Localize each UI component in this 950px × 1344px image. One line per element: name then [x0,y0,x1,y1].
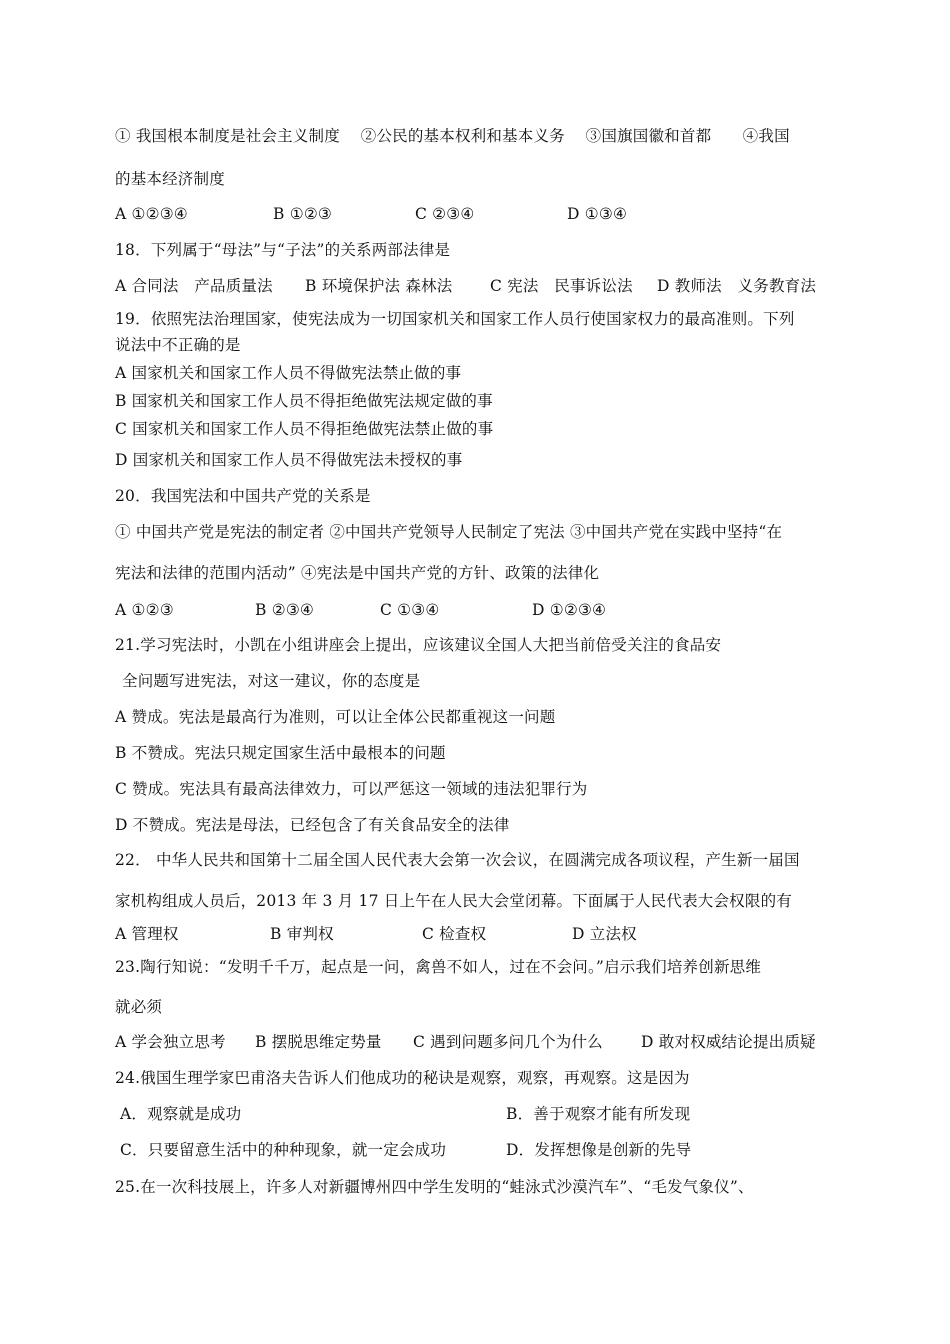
q22-option-a: A 管理权 [115,925,179,943]
q23-stem-line1: 23.陶行知说：“发明千千万，起点是一问，禽兽不如人，过在不会问。”启示我们培养创新思维 [115,958,762,976]
q23-option-a: A 学会独立思考 [115,1033,226,1051]
q17-option-a: A ①②③④ [115,205,188,223]
q19-stem-line2: 说法中不正确的是 [115,336,241,354]
q21-option-a: A 赞成。宪法是最高行为准则，可以让全体公民都重视这一问题 [115,708,556,726]
q20-statements-line2: 宪法和法律的范围内活动” ④宪法是中国共产党的方针、政策的法律化 [115,564,600,582]
q23-option-b: B 摆脱思维定势量 [255,1033,382,1051]
q24-option-b: B．善于观察才能有所发现 [506,1105,691,1123]
q20-option-d: D ①②③④ [532,601,607,619]
q22-stem-line1: 22． 中华人民共和国第十二届全国人民代表大会第一次会议，在圆满完成各项议程，产生新一届国 [115,851,800,869]
q17-option-b: B ①②③ [273,205,333,223]
q20-option-c: C ①③④ [380,601,440,619]
q24-answer-options-row1 [120,1103,690,1125]
q18-option-d: D 教师法 义务教育法 [657,277,817,295]
q24-option-a: A．观察就是成功 [120,1105,242,1123]
q17-options-text-line2: 的基本经济制度 [115,170,225,188]
q23-answer-options [115,1031,816,1053]
q22-option-b: B 审判权 [270,925,334,943]
q17-answer-options [115,203,627,225]
q17-option-c: C ②③④ [415,205,475,223]
q21-option-b: B 不赞成。宪法只规定国家生活中最根本的问题 [115,744,446,762]
q23-stem-line2: 就必须 [115,998,163,1016]
q20-stem: 20．我国宪法和中国共产党的关系是 [115,487,371,505]
q24-answer-options-row2 [120,1139,691,1161]
q22-option-d: D 立法权 [572,925,637,943]
q18-stem: 18．下列属于“母法”与“子法”的关系两部法律是 [115,241,451,259]
q18-option-a: A 合同法 产品质量法 [115,277,273,295]
q24-option-c: C．只要留意生活中的种种现象，就一定会成功 [120,1141,447,1159]
q22-option-c: C 检查权 [422,925,487,943]
q20-statements-line1: ① 中国共产党是宪法的制定者 ②中国共产党领导人民制定了宪法 ③中国共产党在实践中坚持“在 [115,523,783,541]
q21-option-d: D 不赞成。宪法是母法，已经包含了有关食品安全的法律 [115,816,510,834]
q21-option-c: C 赞成。宪法具有最高法律效力，可以严惩这一领域的违法犯罪行为 [115,780,588,798]
q18-answer-options [115,275,816,297]
q23-option-d: D 敢对权威结论提出质疑 [641,1033,816,1051]
q18-option-b: B 环境保护法 森林法 [305,277,453,295]
q18-option-c: C 宪法 民事诉讼法 [490,277,633,295]
q22-stem-line2: 家机构组成人员后，2013 年 3 月 17 日上午在人民大会堂闭幕。下面属于人民代表大会权限的有 [115,892,792,910]
q20-option-a: A ①②③ [115,601,174,619]
q17-option-d: D ①③④ [567,205,628,223]
q19-stem-line1: 19．依照宪法治理国家，使宪法成为一切国家机关和国家工作人员行使国家权力的最高准则。下列 [115,310,795,328]
q20-option-b: B ②③④ [255,601,315,619]
q25-stem-line1: 25.在一次科技展上，许多人对新疆博州四中学生发明的“蛙泳式沙漠汽车”、“毛发气象仪”、 [115,1178,754,1196]
q19-option-d: D 国家机关和国家工作人员不得做宪法未授权的事 [115,451,463,469]
q23-option-c: C 遇到问题多问几个为什么 [413,1033,603,1051]
q21-stem-line2: 全问题写进宪法，对这一建议，你的态度是 [122,672,421,690]
q17-options-text-line1: ① 我国根本制度是社会主义制度 ②公民的基本权利和基本义务 ③国旗国徽和首都 ④我国 [115,127,790,145]
q21-stem-line1: 21.学习宪法时，小凯在小组讲座会上提出，应该建议全国人大把当前倍受关注的食品安 [115,636,722,654]
q22-answer-options [115,923,637,945]
q24-option-d: D．发挥想像是创新的先导 [506,1141,692,1159]
q19-option-c: C 国家机关和国家工作人员不得拒绝做宪法禁止做的事 [115,420,494,438]
q20-answer-options [115,599,606,621]
q19-option-a: A 国家机关和国家工作人员不得做宪法禁止做的事 [115,364,462,382]
q19-option-b: B 国家机关和国家工作人员不得拒绝做宪法规定做的事 [115,392,493,410]
q24-stem: 24.俄国生理学家巴甫洛夫告诉人们他成功的秘诀是观察，观察，再观察。这是因为 [115,1069,690,1087]
